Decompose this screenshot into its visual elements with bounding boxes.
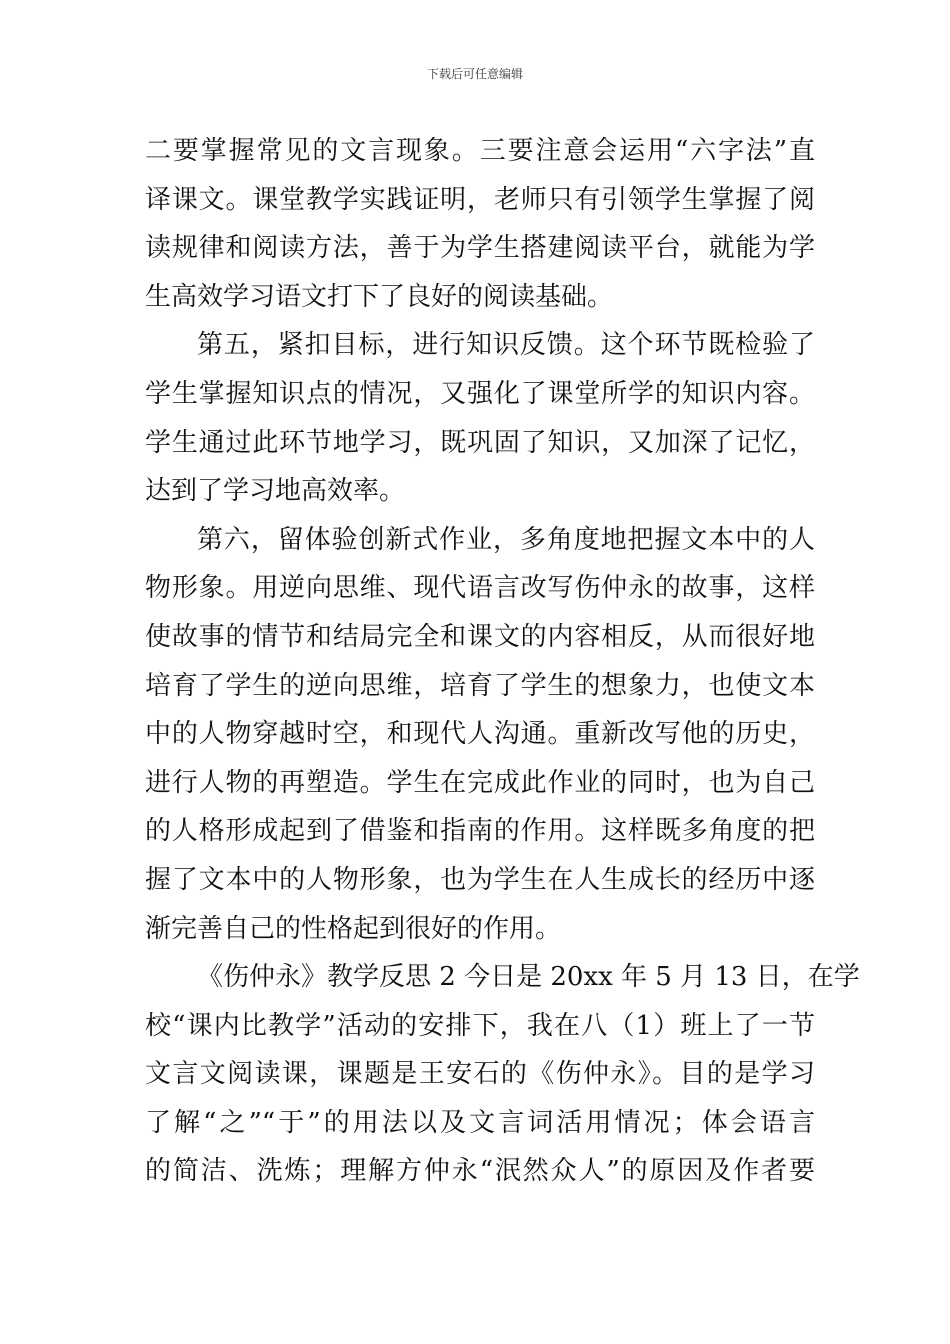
text-line: 第五，紧扣目标，进行知识反馈。这个环节既检验了 bbox=[197, 330, 815, 361]
text-line: 第六，留体验创新式作业，多角度地把握文本中的人 bbox=[197, 524, 815, 555]
text-line: 了解“之”“于”的用法以及文言词活用情况；体会语言 bbox=[145, 1107, 815, 1138]
text-line: 渐完善自己的性格起到很好的作用。 bbox=[145, 913, 562, 944]
text-line: 使故事的情节和结局完全和课文的内容相反，从而很好地 bbox=[145, 621, 815, 652]
text-line: 生高效学习语文打下了良好的阅读基础。 bbox=[145, 281, 614, 312]
text-line: 二要掌握常见的文言现象。三要注意会运用“六字法”直 bbox=[145, 136, 815, 166]
body-text bbox=[145, 127, 860, 1196]
text-line: 学生掌握知识点的情况，又强化了课堂所学的知识内容。 bbox=[145, 378, 815, 409]
text-line: 中的人物穿越时空，和现代人沟通。重新改写他的历史， bbox=[145, 719, 815, 750]
text-line: 达到了学习地高效率。 bbox=[145, 476, 406, 507]
text-line: 译课文。课堂教学实践证明，老师只有引领学生掌握了阅 bbox=[145, 184, 815, 215]
text-line: 的人格形成起到了借鉴和指南的作用。这样既多角度的把 bbox=[145, 816, 815, 847]
text-line: 进行人物的再塑造。学生在完成此作业的同时，也为自己 bbox=[145, 767, 815, 798]
text-line: 文言文阅读课，课题是王安石的《伤仲永》。目的是学习 bbox=[145, 1059, 815, 1090]
text-line: 学生通过此环节地学习，既巩固了知识，又加深了记忆， bbox=[145, 427, 815, 458]
text-line: 读规律和阅读方法，善于为学生搭建阅读平台，就能为学 bbox=[145, 233, 815, 264]
text-line: 校“课内比教学”活动的安排下，我在八（1）班上了一节 bbox=[145, 1010, 815, 1041]
text-line: 《伤仲永》教学反思 2 今日是 20xx 年 5 月 13 日，在学 bbox=[197, 962, 860, 993]
text-line: 握了文本中的人物形象，也为学生在人生成长的经历中逐 bbox=[145, 864, 815, 895]
text-line: 的简洁、洗炼；理解方仲永“泯然众人”的原因及作者要 bbox=[145, 1156, 815, 1187]
page-header: 下载后可任意编辑 bbox=[426, 67, 523, 81]
text-line: 培育了学生的逆向思维，培育了学生的想象力，也使文本 bbox=[145, 670, 815, 701]
text-line: 物形象。用逆向思维、现代语言改写伤仲永的故事，这样 bbox=[145, 573, 815, 604]
